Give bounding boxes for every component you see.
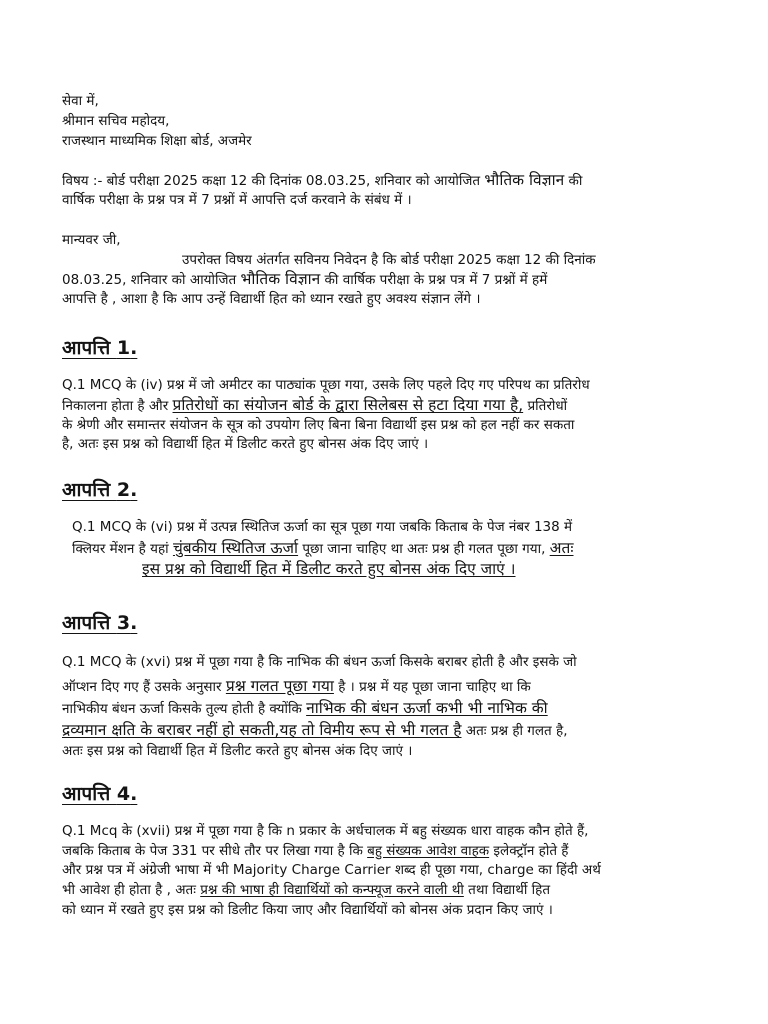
objection-4-line-5: को ध्यान में रखते हुए इस प्रश्न को डिलीट किया जाए और विद्यार्थियों को बोनस अंक प्रदान किए जाएं ।	[62, 902, 553, 918]
objection-1-highlight: प्रतिरोधों का संयोजन बोर्ड के द्वारा सिलेबस से हटा दिया गया है,	[172, 396, 524, 414]
objection-4-heading-text: आपत्ति	[62, 783, 117, 805]
address-line-3: राजस्थान माध्यमिक शिक्षा बोर्ड, अजमेर	[62, 133, 252, 149]
intro-subject-name: भौतिक विज्ञान	[240, 270, 321, 288]
objection-3-line-4	[62, 721, 568, 741]
objection-3-number: 3	[116, 612, 131, 634]
intro-text-a: 08.03.25, शनिवार को आयोजित	[62, 272, 241, 288]
objection-2-heading	[62, 476, 137, 502]
objection-2-line-1: Q.1 MCQ के (vi) प्रश्न में उत्पन्न स्थितिज ऊर्जा का सूत्र पूछा गया जबकि किताब के पेज नंबर 138 में	[72, 519, 573, 535]
subject-text-c: की	[564, 173, 583, 189]
subject-subject-name: भौतिक विज्ञान	[484, 171, 565, 189]
objection-2-line-3: इस प्रश्न को विद्यार्थी हित में डिलीट करते हुए बोनस अंक दिए जाएं ।	[142, 560, 516, 578]
objection-1-text-c: प्रतिरोधों	[523, 398, 568, 414]
objection-3-dot: .	[130, 612, 138, 634]
objection-4-line-3: और प्रश्न पत्र में अंग्रेजी भाषा में भी Majority Charge Carrier शब्द ही पूछा गया, charge का हिंदी अर्थ	[62, 862, 601, 878]
objection-2-number: 2	[116, 479, 131, 501]
objection-4-highlight-1: बहु संख्यक आवेश वाहक	[367, 843, 490, 859]
objection-3-text-a: ऑप्शन दिए गए हैं उसके अनुसार	[62, 679, 226, 695]
objection-3-heading-text: आपत्ति	[62, 612, 117, 634]
objection-2-heading-text: आपत्ति	[62, 479, 117, 501]
objection-4-dot: .	[130, 783, 138, 805]
objection-4-line-1: Q.1 Mcq के (xvii) प्रश्न में पूछा गया है कि n प्रकार के अर्धचालक में बहु संख्यक धारा वाहक कौन होते हैं,	[62, 823, 589, 839]
subject-line-1	[62, 171, 582, 191]
objection-2-text-a: क्लियर मेंशन है यहां	[72, 541, 173, 557]
subject-text-a: विषय :- बोर्ड परीक्षा 2025 कक्षा 12 की दिनांक 08.03.25, शनिवार को आयोजित	[62, 173, 485, 189]
objection-1-text-a: निकालना होता है और	[62, 398, 173, 414]
objection-4-heading	[62, 780, 137, 806]
objection-3-highlight-1: प्रश्न गलत पूछा गया	[225, 677, 334, 695]
objection-2-text-c: पूछा जाना चाहिए था अतः प्रश्न ही गलत पूछा गया,	[298, 541, 550, 557]
objection-1-heading	[62, 334, 137, 360]
objection-1-line-3: के श्रेणी और समान्तर संयोजन के सूत्र को उपयोग लिए बिना बिना विद्यार्थी इस प्रश्न को हल नहीं कर सकता	[62, 417, 575, 433]
address-line-2: श्रीमान सचिव महोदय,	[62, 113, 170, 129]
objection-1-line-2	[62, 396, 567, 416]
objection-4-text-e: तथा विद्यार्थी हित	[463, 882, 551, 898]
objection-4-text-c: इलेक्ट्रॉन होते हैं	[489, 843, 569, 859]
intro-line-2	[62, 270, 547, 290]
objection-3-line-3	[62, 699, 548, 719]
objection-2-line-2	[72, 539, 573, 559]
objection-3-text-e: अतः प्रश्न ही गलत है,	[461, 723, 568, 739]
address-line-1: सेवा में,	[62, 93, 99, 109]
objection-2-highlight: चुंबकीय स्थितिज ऊर्जा	[172, 539, 299, 557]
salutation: मान्यवर जी,	[62, 232, 121, 248]
objection-4-text-d: भी आवेश ही होता है , अतः	[62, 882, 201, 898]
objection-4-highlight-2: प्रश्न की भाषा ही विद्यार्थियों को कन्फ्यूज करने वाली थी	[200, 882, 464, 898]
objection-2-highlight-end: अतः	[549, 539, 574, 557]
objection-4-text-a: जबकि किताब के पेज 331 पर सीधे तौर पर लिखा गया है कि	[62, 843, 368, 859]
objection-2-dot: .	[130, 479, 138, 501]
objection-3-highlight-2: नाभिक की बंधन ऊर्जा कभी भी नाभिक की	[306, 699, 548, 717]
objection-3-text-d: नाभिकीय बंधन ऊर्जा किसके तुल्य होती है क्योंकि	[62, 701, 307, 717]
objection-3-line-1: Q.1 MCQ के (xvi) प्रश्न में पूछा गया है कि नाभिक की बंधन ऊर्जा किसके बराबर होती है और इसके जो	[62, 654, 577, 670]
objection-4-line-4	[62, 881, 550, 900]
objection-1-line-1: Q.1 MCQ के (iv) प्रश्न में जो अमीटर का पाठ्यांक पूछा गया, उसके लिए पहले दिए गए परिपथ का प्रतिरोध	[62, 377, 590, 393]
objection-1-dot: .	[130, 337, 138, 359]
objection-3-heading	[62, 609, 137, 635]
intro-line-1: उपरोक्त विषय अंतर्गत सविनय निवेदन है कि बोर्ड परीक्षा 2025 कक्षा 12 की दिनांक	[182, 252, 596, 268]
objection-1-number: 1	[116, 337, 131, 359]
objection-3-highlight-3: द्रव्यमान क्षति के बराबर नहीं हो सकती,यह तो विमीय रूप से भी गलत है	[62, 721, 462, 739]
objection-3-line-5: अतः इस प्रश्न को विद्यार्थी हित में डिलीट करते हुए बोनस अंक दिए जाएं ।	[62, 743, 413, 759]
objection-4-line-2	[62, 842, 568, 861]
objection-3-text-c: है । प्रश्न में यह पूछा जाना चाहिए था कि	[333, 679, 531, 695]
objection-3-line-2	[62, 677, 531, 697]
objection-1-line-4: है, अतः इस प्रश्न को विद्यार्थी हित में डिलीट करते हुए बोनस अंक दिए जाएं ।	[62, 436, 429, 452]
objection-1-heading-text: आपत्ति	[62, 337, 117, 359]
objection-4-number: 4	[116, 783, 131, 805]
intro-text-c: की वार्षिक परीक्षा के प्रश्न पत्र में 7 प्रश्नों में हमें	[320, 272, 548, 288]
intro-line-3: आपत्ति है , आशा है कि आप उन्हें विद्यार्थी हित को ध्यान रखते हुए अवश्य संज्ञान लेंगे ।	[62, 291, 481, 307]
subject-line-2: वार्षिक परीक्षा के प्रश्न पत्र में 7 प्रश्नों में आपत्ति दर्ज करवाने के संबंध में ।	[62, 192, 412, 208]
